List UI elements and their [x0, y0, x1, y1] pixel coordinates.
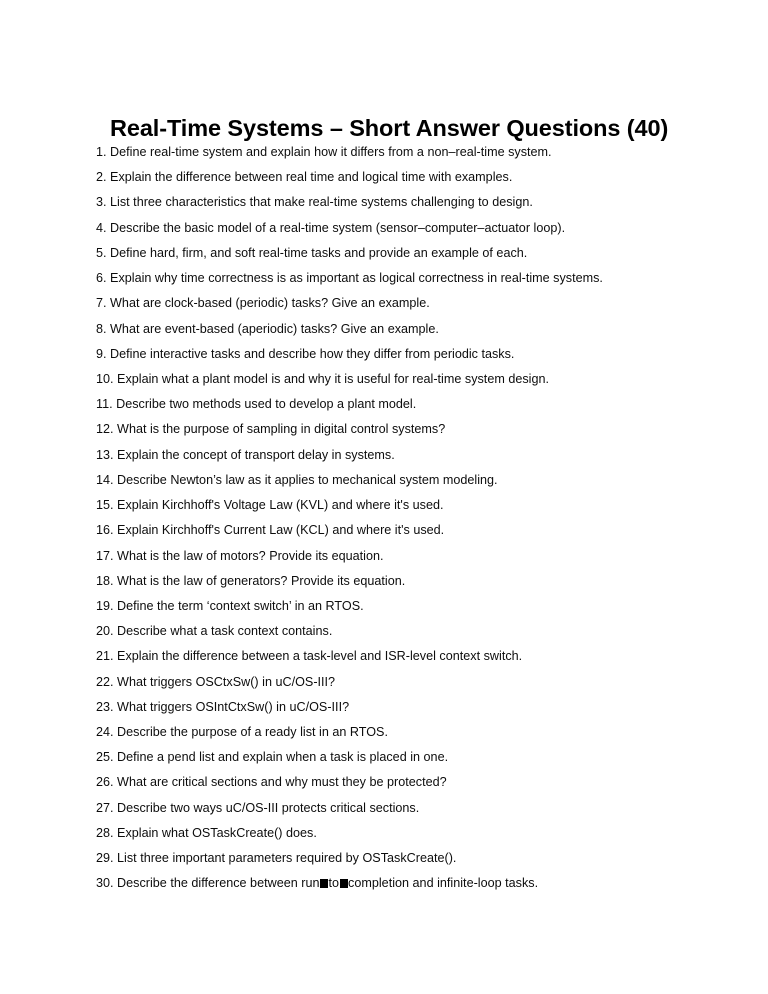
question-item: 7. What are clock-based (periodic) tasks? Give an example. — [96, 296, 430, 311]
question-item: 8. What are event-based (aperiodic) tasks? Give an example. — [96, 321, 439, 336]
question-item: 15. Explain Kirchhoff's Voltage Law (KVL) and where it's used. — [96, 498, 444, 513]
question-item: 9. Define interactive tasks and describe how they differ from periodic tasks. — [96, 346, 515, 361]
question-item: 17. What is the law of motors? Provide its equation. — [96, 548, 384, 563]
question-item: 19. Define the term ‘context switch’ in an RTOS. — [96, 598, 364, 613]
question-item: 26. What are critical sections and why must they be protected? — [96, 775, 447, 790]
question-item: 3. List three characteristics that make real-time systems challenging to design. — [96, 195, 533, 210]
question-item: 10. Explain what a plant model is and why it is useful for real-time system design. — [96, 371, 550, 386]
question-item: 12. What is the purpose of sampling in digital control systems? — [96, 422, 446, 437]
question-item-missing-glyphs — [96, 876, 696, 901]
question-item: 22. What triggers OSCtxSw() in uC/OS-III? — [96, 674, 336, 689]
missing-glyph-box-icon — [340, 879, 348, 888]
question-item: 2. Explain the difference between real time and logical time with examples. — [96, 170, 513, 185]
question-text-middle: to — [328, 876, 340, 891]
question-item: 23. What triggers OSIntCtxSw() in uC/OS-III? — [96, 699, 350, 714]
question-item: 11. Describe two methods used to develop a plant model. — [96, 397, 417, 412]
question-item: 24. Describe the purpose of a ready list in an RTOS. — [96, 725, 388, 740]
missing-glyph-box-icon — [320, 879, 328, 888]
question-item: 27. Describe two ways uC/OS-III protects critical sections. — [96, 800, 420, 815]
question-item: 21. Explain the difference between a task-level and ISR-level context switch. — [96, 649, 523, 664]
question-item: 28. Explain what OSTaskCreate() does. — [96, 825, 317, 840]
question-item: 25. Define a pend list and explain when a task is placed in one. — [96, 750, 449, 765]
question-item: 1. Define real-time system and explain how it differs from a non–real-time system. — [96, 145, 552, 159]
question-item: 6. Explain why time correctness is as important as logical correctness in real-time systems. — [96, 271, 603, 286]
question-item: 4. Describe the basic model of a real-time system (sensor–computer–actuator loop). — [96, 220, 566, 235]
question-item: 16. Explain Kirchhoff's Current Law (KCL) and where it's used. — [96, 523, 445, 538]
question-list — [96, 145, 696, 902]
question-item: 14. Describe Newton’s law as it applies to mechanical system modeling. — [96, 472, 498, 487]
question-item: 18. What is the law of generators? Provide its equation. — [96, 573, 406, 588]
question-item: 13. Explain the concept of transport delay in systems. — [96, 447, 395, 462]
question-item: 5. Define hard, firm, and soft real-time tasks and provide an example of each. — [96, 245, 528, 260]
question-item: 20. Describe what a task context contains. — [96, 624, 333, 639]
question-item: 29. List three important parameters required by OSTaskCreate(). — [96, 851, 457, 866]
question-text-suffix: completion and infinite-loop tasks. — [348, 876, 539, 891]
page-title: Real-Time Systems – Short Answer Questions (40) — [110, 114, 669, 141]
question-text-prefix: 30. Describe the difference between run — [96, 876, 320, 891]
